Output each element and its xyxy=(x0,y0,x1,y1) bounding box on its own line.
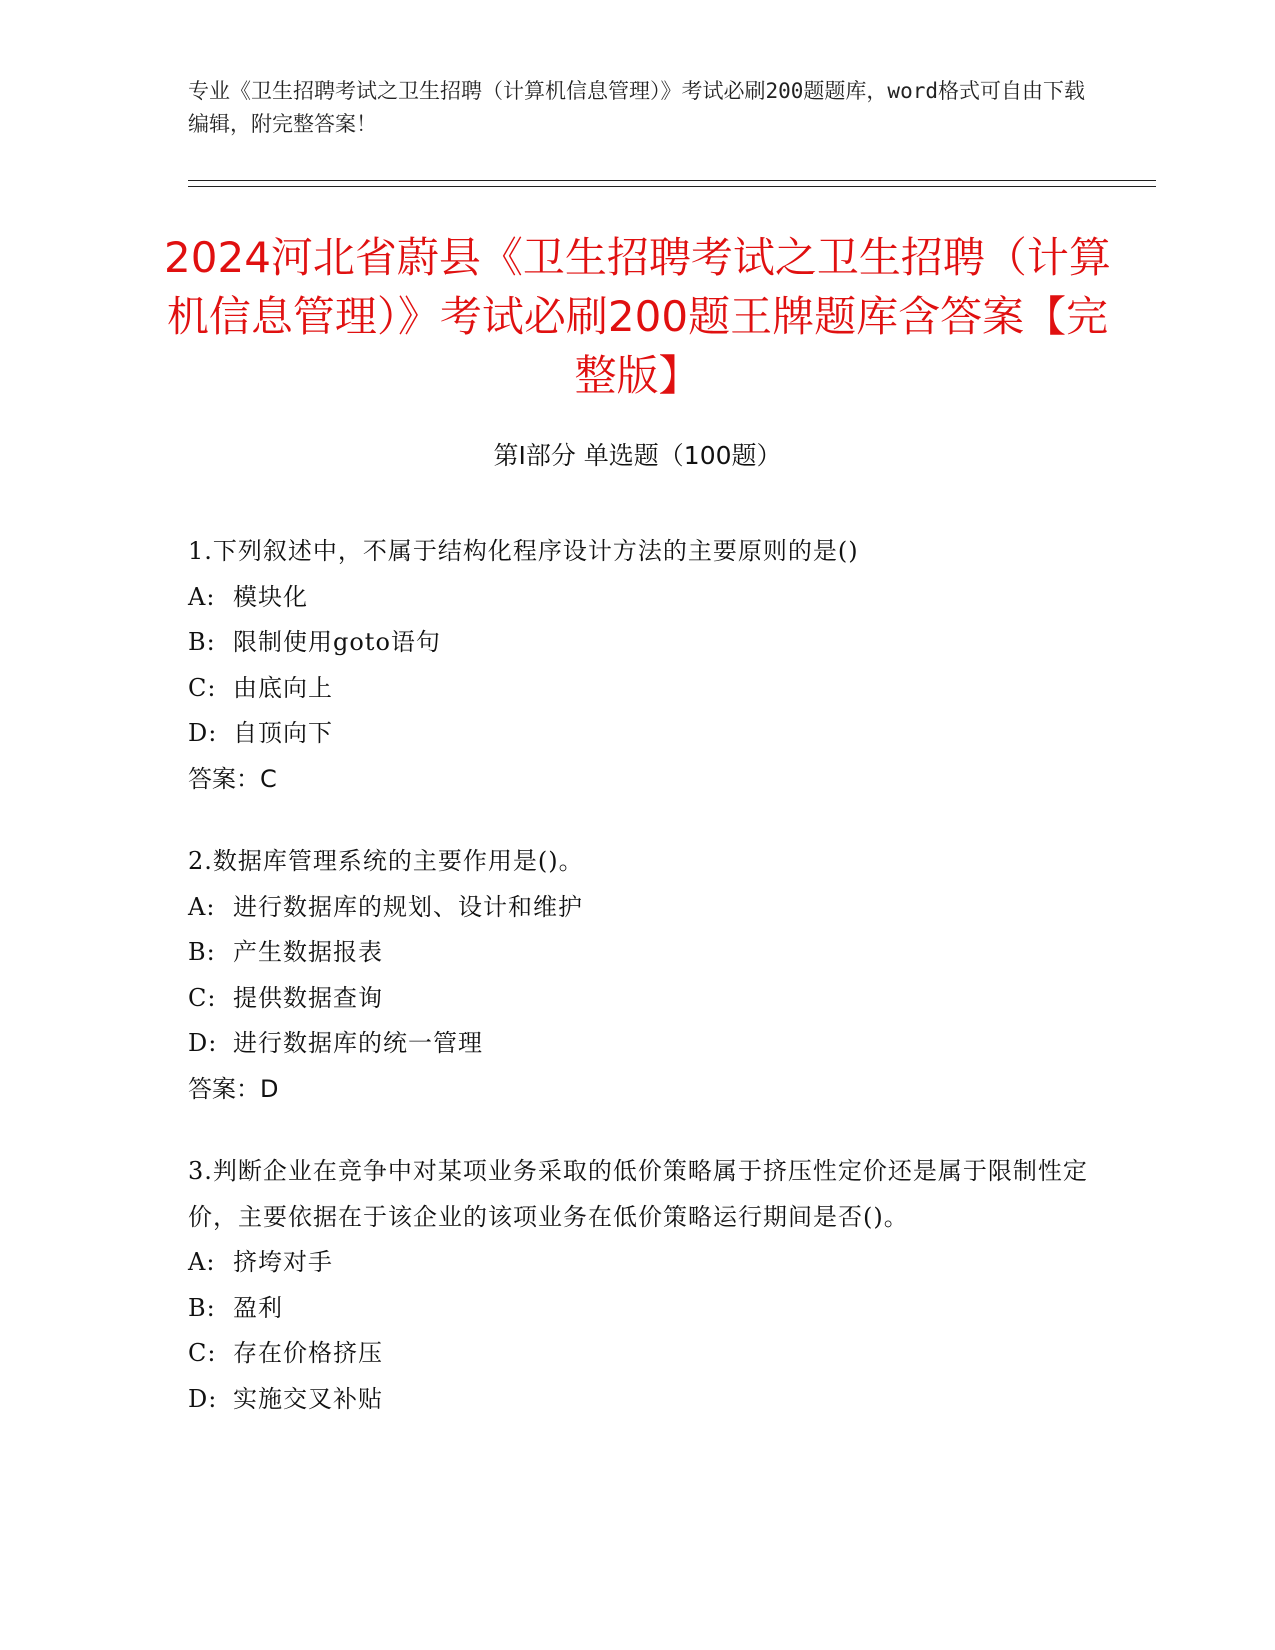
option-text: 进行数据库的规划、设计和维护 xyxy=(233,892,583,921)
option-letter: C: xyxy=(188,1339,217,1367)
option-a xyxy=(188,885,1088,931)
option-d xyxy=(188,711,1088,757)
option-text: 产生数据报表 xyxy=(233,938,383,966)
option-d xyxy=(188,1021,1088,1067)
option-d xyxy=(188,1377,1088,1423)
option-c xyxy=(188,666,1088,712)
document-title: 2024河北省蔚县《卫生招聘考试之卫生招聘（计算机信息管理）》考试必刷200题王牌题库含答案【完整版】 xyxy=(164,233,1111,400)
option-letter: A: xyxy=(188,1248,216,1276)
option-letter: D: xyxy=(188,719,218,747)
option-letter: A: xyxy=(188,582,216,611)
question-stem: 2.数据库管理系统的主要作用是()。 xyxy=(188,847,584,875)
answer-line: 答案：D xyxy=(188,1074,279,1103)
question-1 xyxy=(188,529,1088,802)
option-text: 存在价格挤压 xyxy=(233,1339,383,1367)
option-text: 实施交叉补贴 xyxy=(233,1384,383,1413)
option-letter: D: xyxy=(188,1384,218,1413)
option-letter: A: xyxy=(188,892,216,921)
answer-line: 答案：C xyxy=(188,764,277,793)
option-text: 进行数据库的统一管理 xyxy=(233,1029,483,1057)
option-letter: C: xyxy=(188,983,217,1012)
option-b xyxy=(188,620,1088,666)
option-text: 挤垮对手 xyxy=(233,1248,333,1276)
option-text: 盈利 xyxy=(233,1293,283,1322)
section-heading: 第Ⅰ部分 单选题（100题） xyxy=(493,441,782,470)
option-b xyxy=(188,1286,1088,1332)
option-c xyxy=(188,976,1088,1022)
option-c xyxy=(188,1331,1088,1377)
option-b xyxy=(188,930,1088,976)
header-rule-bottom xyxy=(188,186,1156,187)
option-text: 限制使用goto语句 xyxy=(233,628,441,656)
question-list xyxy=(188,529,1088,1459)
option-letter: B: xyxy=(188,1293,216,1322)
option-text: 提供数据查询 xyxy=(233,983,383,1012)
question-2 xyxy=(188,839,1088,1112)
question-stem: 1.下列叙述中，不属于结构化程序设计方法的主要原则的是() xyxy=(188,537,859,565)
option-letter: C: xyxy=(188,673,217,702)
header-rule-top xyxy=(188,180,1156,181)
option-letter: D: xyxy=(188,1029,218,1057)
option-text: 自顶向下 xyxy=(233,719,333,747)
question-stem: 3.判断企业在竞争中对某项业务采取的低价策略属于挤压性定价还是属于限制性定价，主要依据在于该企业的该项业务在低价策略运行期间是否()。 xyxy=(188,1157,1088,1231)
header-note: 专业《卫生招聘考试之卫生招聘（计算机信息管理）》考试必刷200题题库，word格式可自由下载编辑，附完整答案！ xyxy=(188,79,1085,136)
option-text: 模块化 xyxy=(233,582,308,611)
option-text: 由底向上 xyxy=(233,673,333,702)
option-a xyxy=(188,575,1088,621)
option-letter: B: xyxy=(188,938,216,966)
question-3 xyxy=(188,1149,1088,1422)
option-a xyxy=(188,1240,1088,1286)
option-letter: B: xyxy=(188,628,216,656)
